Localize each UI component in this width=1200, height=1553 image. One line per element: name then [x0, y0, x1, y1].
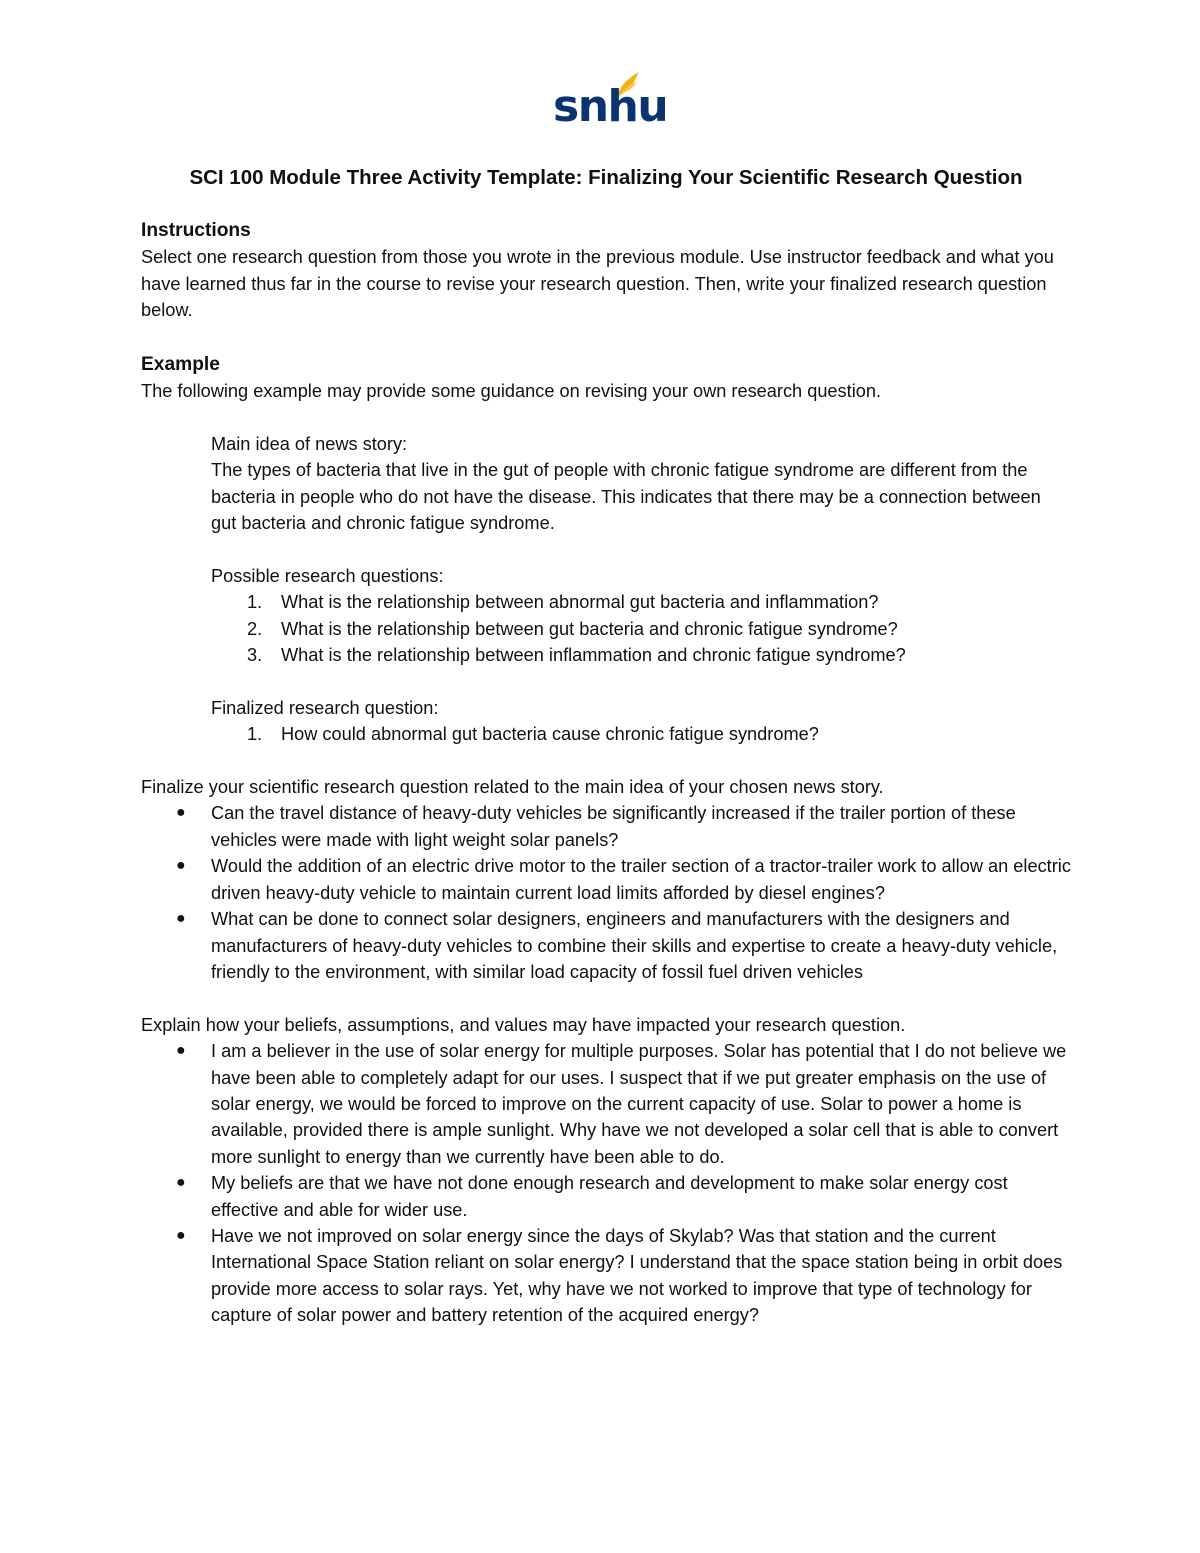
possible-questions-label: Possible research questions: [211, 565, 444, 586]
list-item: ● Can the travel distance of heavy-duty vehicles be significantly increased if the trailer portion of these vehicles were made with light weight solar panels? [141, 800, 1071, 853]
example-heading: Example [141, 353, 220, 375]
page-title: SCI 100 Module Three Activity Template: Finalizing Your Scientific Research Question [189, 166, 1023, 189]
list-item: 1. How could abnormal gut bacteria cause chronic fatigue syndrome? [247, 724, 819, 745]
main-idea-label: Main idea of news story: [211, 433, 408, 454]
bullet-icon: ● [176, 1042, 186, 1060]
instructions-heading: Instructions [141, 220, 251, 241]
possible-questions-list [141, 589, 1071, 668]
list-item: 2. What is the relationship between gut bacteria and chronic fatigue syndrome? [247, 618, 898, 639]
instructions-text: Select one research question from those you wrote in the previous module. Use instructor feedback and what you have learned thus far in the course to revise your research question. Then, write your finalized research question below. [141, 247, 1054, 321]
list-item: ● Have we not improved on solar energy since the days of Skylab? Was that station and the current International Space Station reliant on solar energy? I understand that the space station being in orbit does provide more access to solar rays. Yet, why have we not worked to improve that type of technology for capture of solar power and battery retention of the acquired energy? [141, 1223, 1071, 1329]
finalized-questions-list [141, 721, 1071, 747]
list-item: ● My beliefs are that we have not done enough research and development to make solar energy cost effective and able for wider use. [141, 1170, 1071, 1223]
list-item: ● Would the addition of an electric drive motor to the trailer section of a tractor-trailer work to allow an electric driven heavy-duty vehicle to maintain current load limits afforded by diesel engines? [141, 853, 1071, 906]
bullet-icon: ● [176, 857, 186, 875]
list-item: 3. What is the relationship between inflammation and chronic fatigue syndrome? [247, 645, 906, 666]
document-body [141, 162, 1071, 1329]
example-intro: The following example may provide some guidance on revising your own research question. [141, 381, 882, 402]
list-item: ● I am a believer in the use of solar energy for multiple purposes. Solar has potential that I do not believe we have been able to completely adapt for our uses. I suspect that if we put greater emphasis on the use of solar energy, we would be forced to improve on the current capacity of use. Solar to power a home is available, provided there is ample sunlight. Why have we not developed a solar cell that is able to convert more sunlight to energy than we currently have been able to do. [141, 1038, 1071, 1170]
list-item: ● What can be done to connect solar designers, engineers and manufacturers with the designers and manufacturers of heavy-duty vehicles to combine their skills and expertise to create a heavy-duty vehicle, friendly to the environment, with similar load capacity of fossil fuel driven vehicles [141, 906, 1071, 985]
explain-bullets [141, 1038, 1071, 1328]
logo-wordmark: snhu [553, 81, 668, 132]
bullet-icon: ● [176, 1174, 186, 1192]
main-idea-text: The types of bacteria that live in the gut of people with chronic fatigue syndrome are different from the bacteria in people who do not have the disease. This indicates that there may be a connection between gut bacteria and chronic fatigue syndrome. [211, 460, 1041, 534]
list-item: 1. What is the relationship between abnormal gut bacteria and inflammation? [247, 592, 879, 613]
finalize-bullets [141, 800, 1071, 985]
bullet-icon: ● [176, 804, 186, 822]
finalized-question-label: Finalized research question: [211, 697, 439, 718]
explain-prompt: Explain how your beliefs, assumptions, and values may have impacted your research question. [141, 1014, 906, 1035]
bullet-icon: ● [176, 910, 186, 928]
finalize-prompt: Finalize your scientific research question related to the main idea of your chosen news story. [141, 777, 884, 798]
snhu-logo [553, 70, 668, 136]
bullet-icon: ● [176, 1226, 186, 1244]
